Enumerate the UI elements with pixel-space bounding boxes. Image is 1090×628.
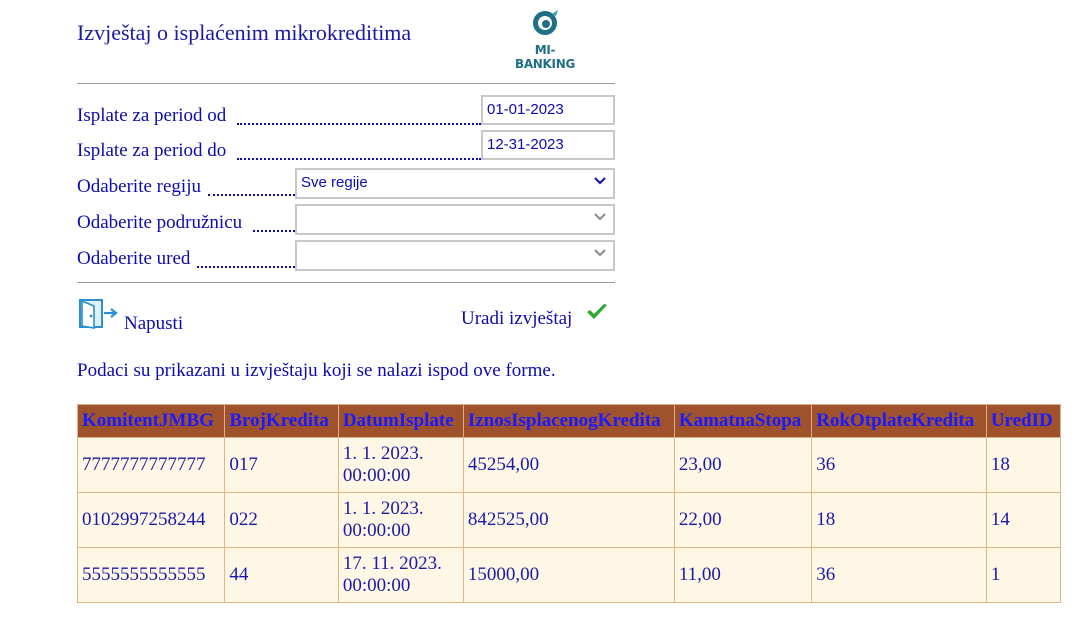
checkmark-icon[interactable] xyxy=(585,302,609,322)
table-cell: 45254,00 xyxy=(463,438,674,493)
date-from-row xyxy=(77,97,615,127)
date-to-row xyxy=(77,132,615,162)
run-report-button[interactable]: Uradi izvještaj xyxy=(461,308,573,329)
dotted-leader xyxy=(237,158,481,160)
branch-select[interactable] xyxy=(295,204,615,235)
office-select[interactable] xyxy=(295,240,615,271)
logo-icon xyxy=(530,8,560,38)
column-header: DatumIsplate xyxy=(338,405,463,438)
table-cell: 022 xyxy=(225,493,339,548)
dotted-leader xyxy=(237,123,481,125)
logo-text: MI-BANKING xyxy=(514,43,576,71)
table-cell: 23,00 xyxy=(674,438,811,493)
mi-banking-logo xyxy=(505,8,585,71)
office-label: Odaberite ured xyxy=(77,248,191,269)
bottom-divider xyxy=(77,282,615,283)
office-row xyxy=(77,240,615,270)
date-from-label: Isplate za period od xyxy=(77,105,227,126)
top-divider xyxy=(77,83,615,84)
table-cell: 18 xyxy=(986,438,1060,493)
table-cell: 14 xyxy=(986,493,1060,548)
table-cell: 44 xyxy=(225,548,339,603)
table-cell: 1. 1. 2023. 00:00:00 xyxy=(338,438,463,493)
page-title: Izvještaj o isplaćenim mikrokreditima xyxy=(77,20,412,45)
exit-door-icon[interactable] xyxy=(78,298,120,330)
table-header-row xyxy=(78,405,1061,438)
table-cell: 0102997258244 xyxy=(78,493,225,548)
region-select[interactable] xyxy=(295,168,615,199)
table-cell: 1. 1. 2023. 00:00:00 xyxy=(338,493,463,548)
column-header: UredID xyxy=(986,405,1060,438)
dotted-leader xyxy=(208,194,295,196)
table-row xyxy=(78,493,1061,548)
date-from-input[interactable]: 01-01-2023 xyxy=(481,95,615,125)
region-select-value: Sve regije xyxy=(301,174,368,191)
column-header: BrojKredita xyxy=(225,405,339,438)
column-header: KamatnaStopa xyxy=(674,405,811,438)
column-header: RokOtplateKredita xyxy=(812,405,987,438)
region-row xyxy=(77,168,615,198)
date-to-input[interactable]: 12-31-2023 xyxy=(481,130,615,160)
column-header: IznosIsplacenogKredita xyxy=(463,405,674,438)
table-cell: 11,00 xyxy=(674,548,811,603)
table-cell: 17. 11. 2023. 00:00:00 xyxy=(338,548,463,603)
dotted-leader xyxy=(253,230,295,232)
table-row xyxy=(78,548,1061,603)
table-cell: 36 xyxy=(812,548,987,603)
table-cell: 7777777777777 xyxy=(78,438,225,493)
chevron-down-icon xyxy=(593,245,607,261)
table-cell: 017 xyxy=(225,438,339,493)
chevron-down-icon xyxy=(593,209,607,225)
branch-row xyxy=(77,204,615,234)
table-cell: 22,00 xyxy=(674,493,811,548)
table-cell: 842525,00 xyxy=(463,493,674,548)
branch-label: Odaberite podružnicu xyxy=(77,212,243,233)
report-table xyxy=(77,404,1061,603)
dotted-leader xyxy=(197,266,295,268)
exit-button[interactable]: Napusti xyxy=(124,313,184,334)
region-label: Odaberite regiju xyxy=(77,176,201,197)
column-header: KomitentJMBG xyxy=(78,405,225,438)
table-row xyxy=(78,438,1061,493)
table-cell: 5555555555555 xyxy=(78,548,225,603)
table-cell: 18 xyxy=(812,493,987,548)
chevron-down-icon xyxy=(593,173,607,189)
table-cell: 36 xyxy=(812,438,987,493)
table-cell: 15000,00 xyxy=(463,548,674,603)
table-cell: 1 xyxy=(986,548,1060,603)
info-text: Podaci su prikazani u izvještaju koji se nalazi ispod ove forme. xyxy=(77,360,556,381)
date-to-label: Isplate za period do xyxy=(77,140,227,161)
